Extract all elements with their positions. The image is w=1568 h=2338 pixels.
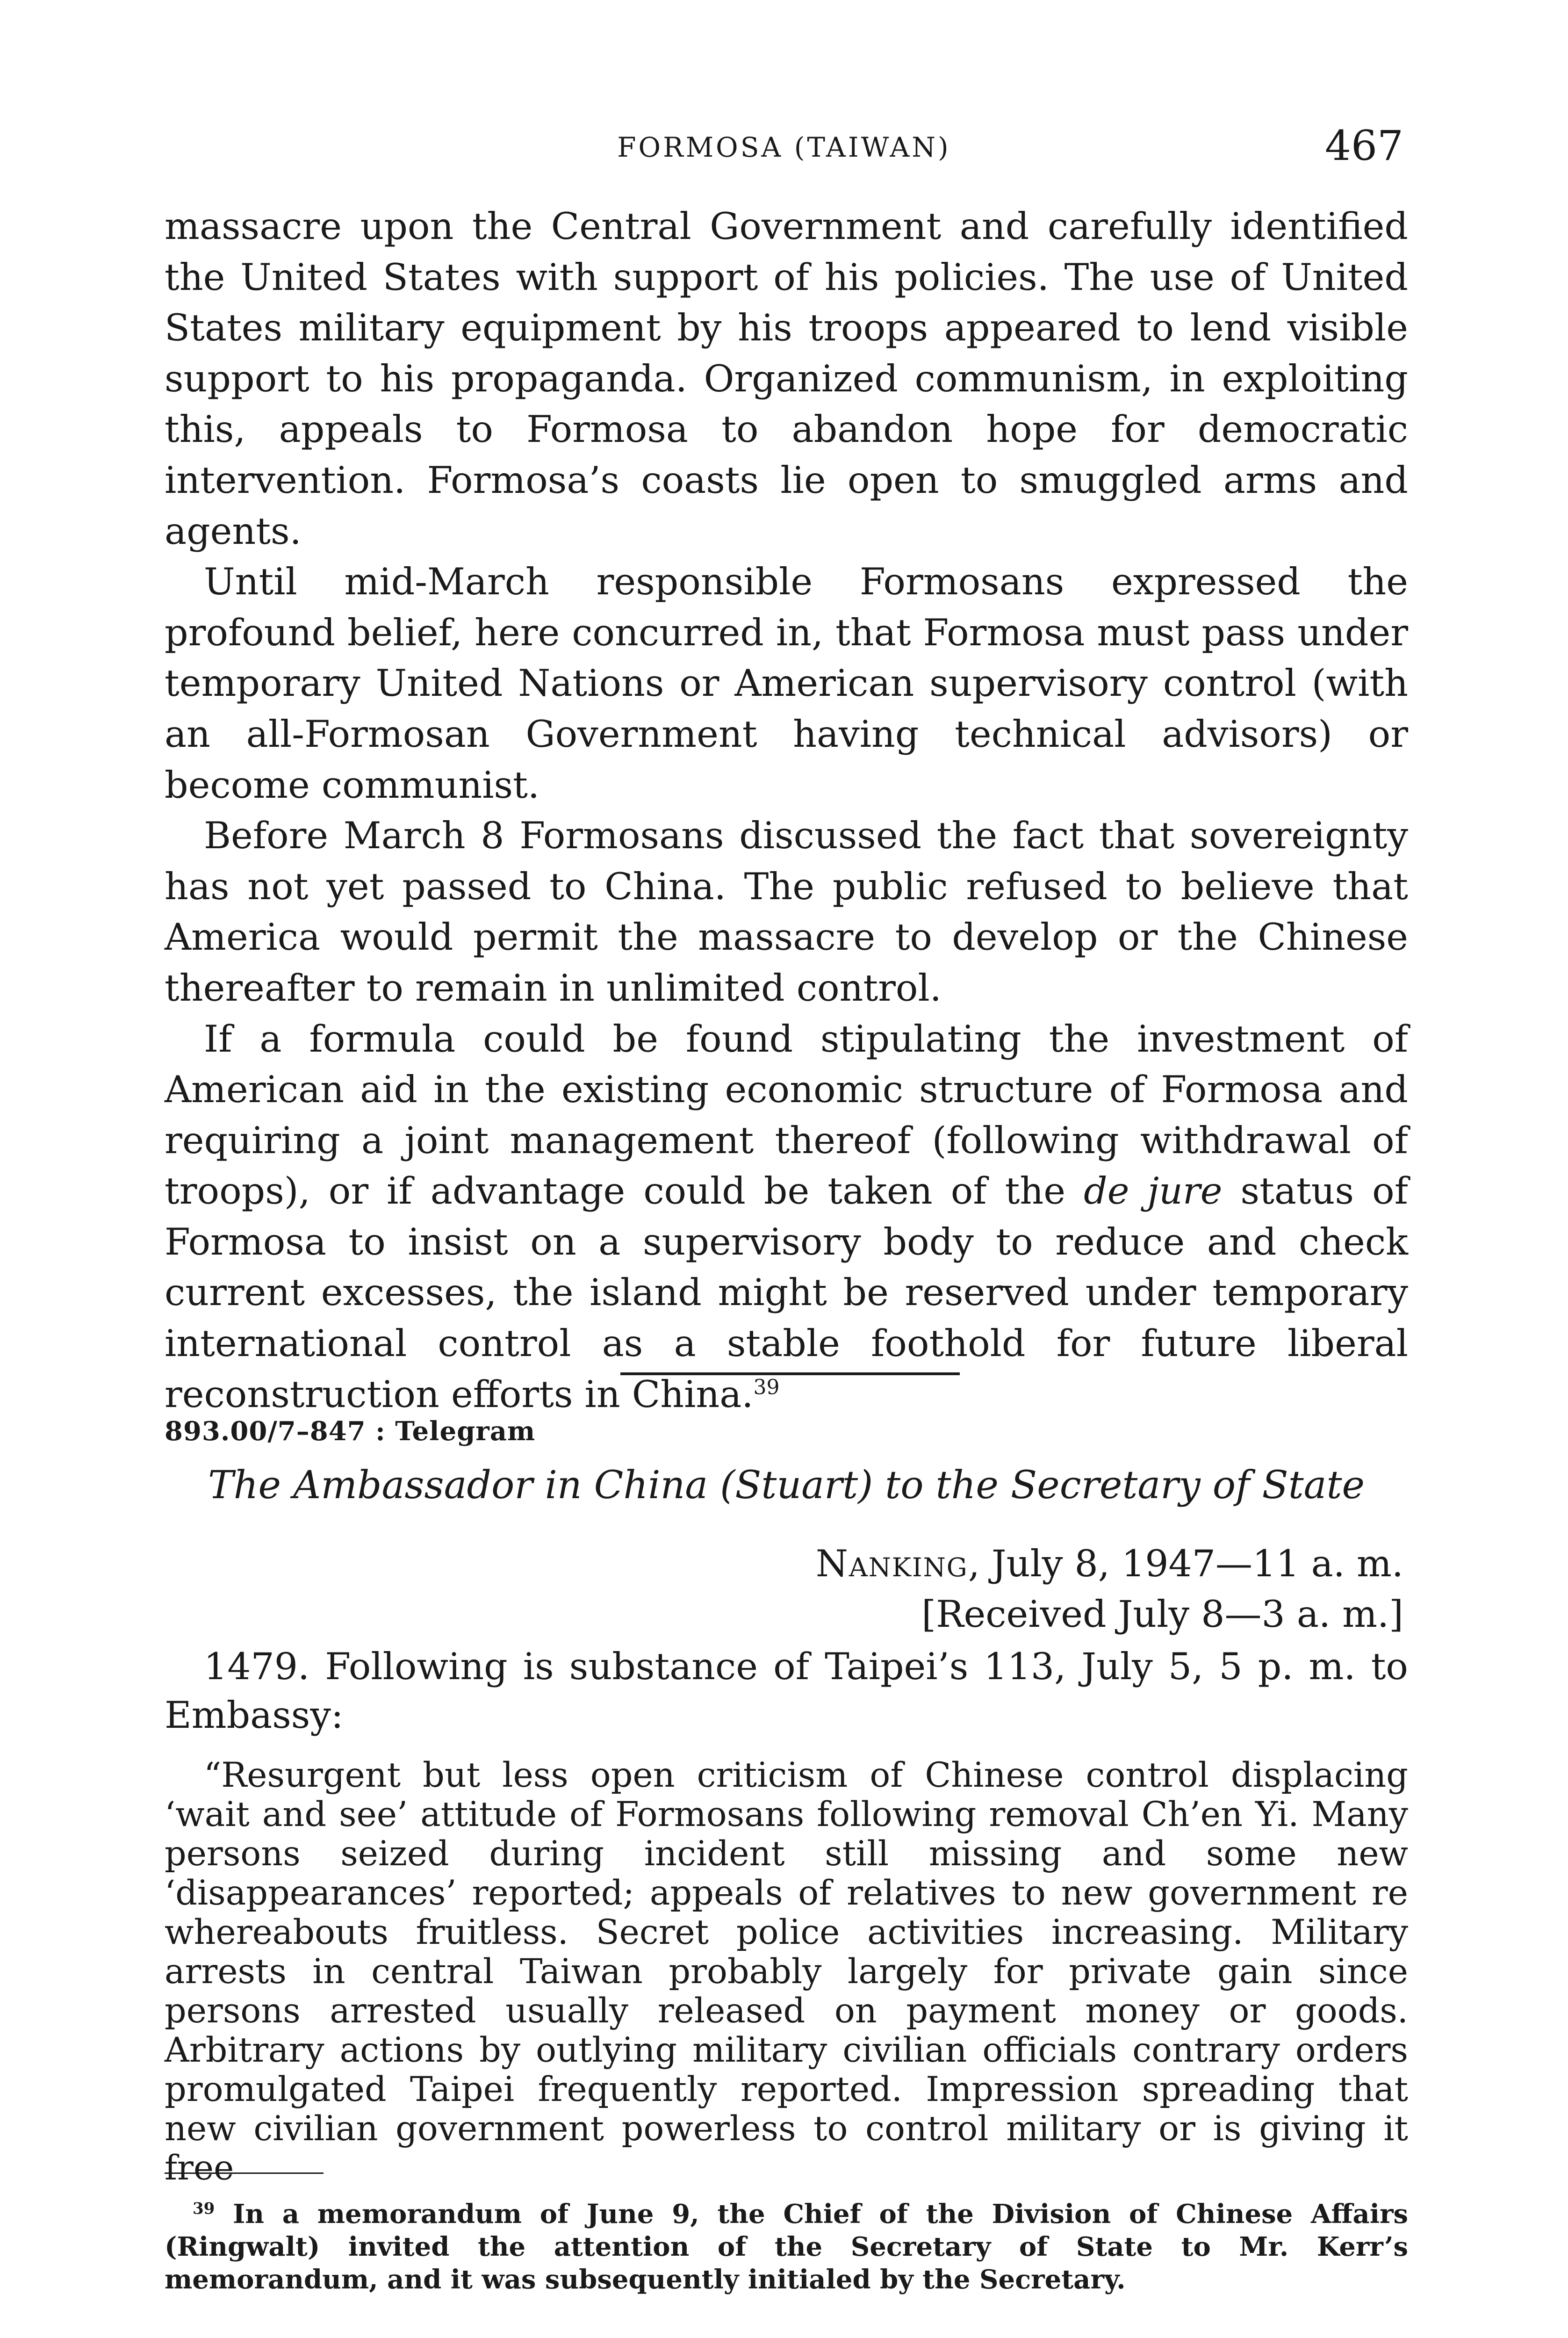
telegram-quote (165, 1756, 1408, 2188)
footnote (165, 2198, 1408, 2296)
running-head (0, 122, 1568, 170)
page-number: 467 (1325, 122, 1403, 170)
paragraph-text: If a formula could be found stipulating the investment of American aid in the existing economic structure of Formosa and requiring a joint management thereof (following withdrawal of troops), or if advantage could be taken of the (165, 1017, 1408, 1213)
dateline-sent (816, 1538, 1403, 1589)
footnote-mark: 39 (193, 2199, 215, 2218)
footnote-divider (165, 2172, 324, 2174)
footnote-text-block (165, 2198, 1408, 2296)
paragraph: Before March 8 Formosans discussed the fact that sovereignty has not yet passed to China. The public refused to believe that America would permit the massacre to develop or the Chinese thereafter to remain in unlimited control. (165, 814, 1408, 1010)
body-text (165, 201, 1408, 1420)
paragraph: Until mid-March responsible Formosans expressed the profound belief, here concurred in, that Formosa must pass under temporary United Nations or American supervisory control (with an all-Formosan Government having technical advisors) or become communist. (165, 560, 1408, 807)
paragraph: 1479. Following is substance of Taipei’s 113, July 5, 5 p. m. to Embassy: (165, 1645, 1408, 1737)
footnote-text: In a memorandum of June 9, the Chief of the Division of Chinese Affairs (Ringwalt) invited the attention of the Secretary of State to Mr. Kerr’s memorandum, and it was subsequently initialed by the Secretary. (165, 2199, 1408, 2295)
dateline (816, 1538, 1403, 1639)
paragraph-text: status of Formosa to insist on a supervisory body to reduce and check current excesses, the island might be reserved under temporary international control as a stable foothold for future liberal reconstruction efforts in China. (165, 1169, 1408, 1416)
paragraph (165, 1014, 1408, 1420)
quoted-paragraph: “Resurgent but less open criticism of Chinese control displacing ‘wait and see’ attitude of Formosans following removal Ch’en Yi. Many persons seized during incident still missing and some new ‘disappearances’ reported; appeals of relatives to new government re whereabouts fruitless. Secret police activities increasing. Military arrests in central Taiwan probably largely for private gain since persons arrested usually released on payment money or goods. Arbitrary actions by outlying military civilian officials contrary orders promulgated Taipei frequently reported. Impression spreading that new civilian government powerless to control military or is giving it free (165, 1755, 1408, 2188)
dateline-received: [Received July 8—3 a. m.] (921, 1593, 1403, 1636)
telegram-opening (165, 1642, 1408, 1739)
running-title: FORMOSA (TAIWAN) (617, 131, 951, 163)
paragraph: massacre upon the Central Government and carefully identified the United States with support of his policies. The use of United States military equipment by his troops appeared to lend visible support to his propaganda. Organized communism, in exploiting this, appeals to Formosa to abandon hope for democratic intervention. Formosa’s coasts lie open to smuggled arms and agents. (165, 205, 1408, 553)
document-heading: The Ambassador in China (Stuart) to the Secretary of State (208, 1463, 1365, 1508)
dateline-place: Nanking (815, 1542, 968, 1585)
footnote-reference[interactable]: 39 (753, 1375, 780, 1400)
section-divider (620, 1372, 960, 1375)
document-file-number: 893.00/7–847 : Telegram (165, 1416, 536, 1447)
italic-term: de jure (1084, 1169, 1223, 1213)
dateline-date: , July 8, 1947—11 a. m. (968, 1542, 1403, 1585)
